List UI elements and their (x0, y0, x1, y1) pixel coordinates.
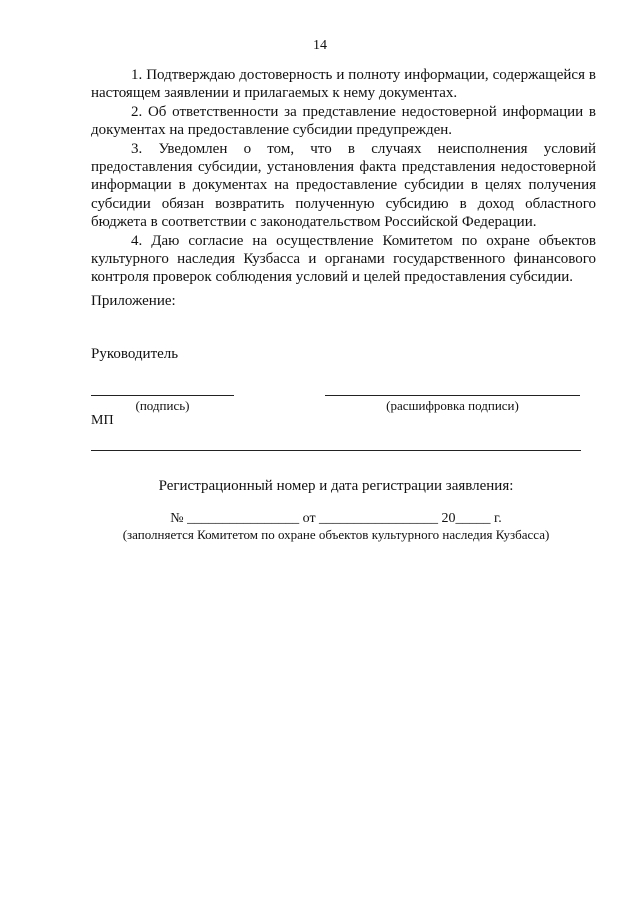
stamp-label: МП (91, 413, 114, 428)
separator-line (91, 450, 581, 451)
paragraph-1: 1. Подтверждаю достоверность и полноту информации, содержащейся в настоящем заявлении и прилагаемых к нему документах. (91, 67, 596, 102)
decoding-caption: (расшифровка подписи) (386, 398, 519, 413)
signature-line (91, 395, 234, 396)
decoding-line (325, 395, 580, 396)
registration-title: Регистрационный номер и дата регистрации заявления: (158, 478, 514, 494)
statement-body (91, 66, 596, 287)
paragraph-4: 4. Даю согласие на осуществление Комитетом по охране объектов культурного наследия Кузбасса и органами государственного финансового контроля проверок соблюдения условий и целей предоставления субсидии. (91, 232, 596, 286)
registration-number-line: № ________________ от _________________ 20_____ г. (170, 511, 502, 526)
paragraph-3: 3. Уведомлен о том, что в случаях неисполнения условий предоставления субсидии, установления факта представления недостоверной информации в документах на предоставление субсидии в целях получения субсидии обязан возвратить полученную субсидию в доход областного бюджета в соответствии с законодательством Российской Федерации. (91, 140, 596, 231)
head-label: Руководитель (91, 346, 179, 362)
page-number: 14 (313, 38, 327, 53)
paragraph-2: 2. Об ответственности за представление недостоверной информации в документах на предоставление субсидии предупрежден. (91, 103, 596, 139)
attachment-label: Приложение: (91, 293, 176, 309)
signature-caption: (подпись) (135, 398, 190, 413)
registration-note: (заполняется Комитетом по охране объектов культурного наследия Кузбасса) (122, 527, 550, 542)
